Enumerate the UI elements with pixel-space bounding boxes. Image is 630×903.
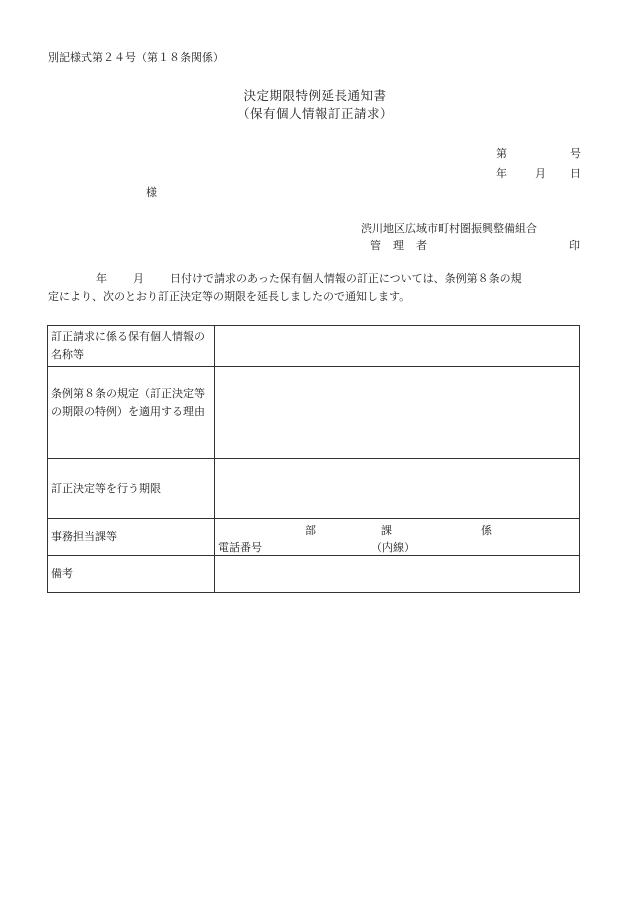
row-value	[215, 556, 580, 593]
row-value	[215, 367, 580, 459]
document-subtitle: （保有個人情報訂正請求）	[236, 106, 393, 121]
row-label: 条例第８条の規定（訂正決定等の期限の特例）を適用する理由	[48, 367, 215, 459]
row-label: 訂正決定等を行う期限	[48, 459, 215, 519]
row-value	[215, 459, 580, 519]
table-row	[48, 556, 580, 593]
phone-label: 電話番号	[218, 540, 262, 554]
table-row	[48, 326, 580, 367]
document-number-prefix: 第	[496, 147, 507, 160]
table-row	[48, 459, 580, 519]
issuer-organization: 渋川地区広域市町村圏振興整備組合	[361, 222, 537, 235]
row-label: 事務担当課等	[48, 519, 215, 556]
body-text-1: 日付けで請求のあった保有個人情報の訂正については、条例第８条の規	[170, 272, 522, 285]
table-row	[48, 367, 580, 459]
form-number-label: 別記様式第２４号（第１８条関係）	[48, 51, 224, 64]
seal-mark: 印	[569, 239, 580, 252]
row-label: 備考	[48, 556, 215, 593]
addressee-honorific: 様	[146, 186, 157, 199]
department-label: 部	[305, 523, 316, 537]
body-month-label: 月	[133, 272, 144, 285]
body-year-label: 年	[96, 272, 107, 285]
notice-body-line-1	[48, 270, 582, 288]
document-number-suffix: 号	[570, 147, 581, 160]
issuer-title: 管理者	[370, 239, 439, 252]
row-label: 訂正請求に係る保有個人情報の名称等	[48, 326, 215, 367]
unit-label: 係	[481, 523, 492, 537]
row-value	[215, 326, 580, 367]
notice-body	[48, 270, 582, 306]
contact-cell	[215, 519, 580, 556]
table-row	[48, 519, 580, 556]
notice-details-table	[47, 325, 580, 593]
extension-label: （内線）	[371, 540, 415, 554]
date-year-label: 年	[496, 167, 507, 180]
date-month-label: 月	[535, 167, 546, 180]
date-day-label: 日	[570, 167, 581, 180]
body-text-2: 定により、次のとおり訂正決定等の期限を延長しましたので通知します。	[48, 290, 411, 303]
section-label: 課	[381, 523, 392, 537]
document-title: 決定期限特例延長通知書	[243, 88, 387, 103]
